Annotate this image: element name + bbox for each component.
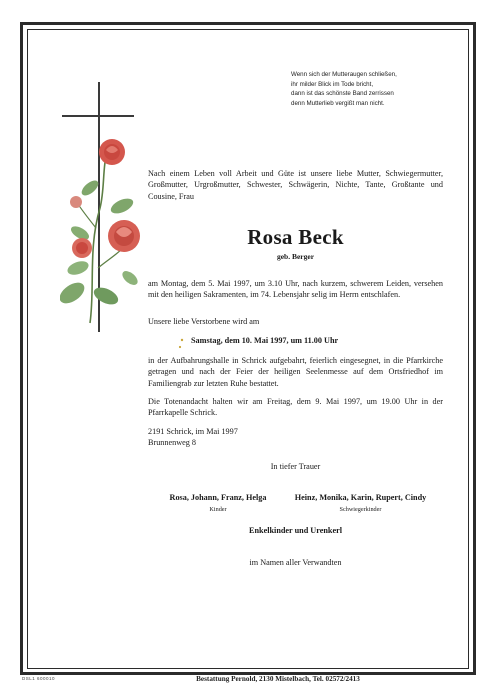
place-date: 2191 Schrick, im Mai 1997 (148, 427, 238, 436)
children-label: Kinder (209, 506, 227, 513)
print-code: DSL1 600010 (22, 676, 56, 681)
cross-bar (62, 115, 134, 117)
memorial-verse (291, 70, 441, 108)
prayer-info: Die Totenandacht halten wir am Freitag, dem 9. Mai 1997, um 19.00 Uhr in der Pfarrkapelle Schrick. (148, 397, 443, 418)
footer-text: Bestattung Pernold, 2130 Mistelbach, Tel. 02572/2413 (196, 675, 360, 683)
intro-text: Nach einem Leben voll Arbeit und Güte ist unsere liebe Mutter, Schwiegermutter, Großmutter, Urgroßmutter, Schwester, Schwägerin, Nichte, Tante, Großtante und Cousine, Frau (148, 169, 443, 201)
verse-line: dann ist das schönste Band zerrissen (291, 90, 394, 98)
decorative-dots (177, 337, 187, 351)
inlaws-names: Heinz, Monika, Karin, Rupert, Cindy (294, 493, 427, 502)
verse-line: ihr milder Blick im Tode bricht, (291, 80, 374, 88)
roses-illustration (60, 128, 150, 328)
address: Brunnenweg 8 (148, 438, 196, 447)
verse-line: Wenn sich der Mutteraugen schließen, (291, 71, 397, 78)
verse-line: denn Mutterlieb vergißt man nicht. (291, 99, 385, 107)
relatives-line: im Namen aller Verwandten (249, 558, 342, 567)
mourning-line: In tiefer Trauer (270, 462, 321, 471)
grandchildren-line: Enkelkinder und Urenkerl (249, 526, 342, 535)
children-names: Rosa, Johann, Franz, Helga (169, 493, 267, 502)
footer-funeral-home (0, 675, 496, 683)
birth-name: geb. Berger (276, 252, 315, 261)
funeral-details: in der Aufbahrungshalle in Schrick aufgebahrt, feierlich eingesegnet, in die Pfarrkirche getragen und nach der Feier der heiligen Seelenmesse auf dem Ortsfriedhof im Familiengrab zur letzten Ruhe bestattet. (148, 356, 443, 388)
funeral-intro: Unsere liebe Verstorbene wird am (148, 317, 260, 326)
inner-border (27, 29, 469, 669)
deceased-name: Rosa Beck (247, 225, 344, 249)
funeral-date: Samstag, dem 10. Mai 1997, um 11.00 Uhr (191, 336, 339, 345)
inlaws-label: Schwiegerkinder (339, 506, 382, 513)
death-notice: am Montag, dem 5. Mai 1997, um 3.10 Uhr, nach kurzem, schwerem Leiden, versehen mit den heiligen Sakramenten, im 74. Lebensjahr selig im Herrn entschlafen. (148, 279, 443, 300)
